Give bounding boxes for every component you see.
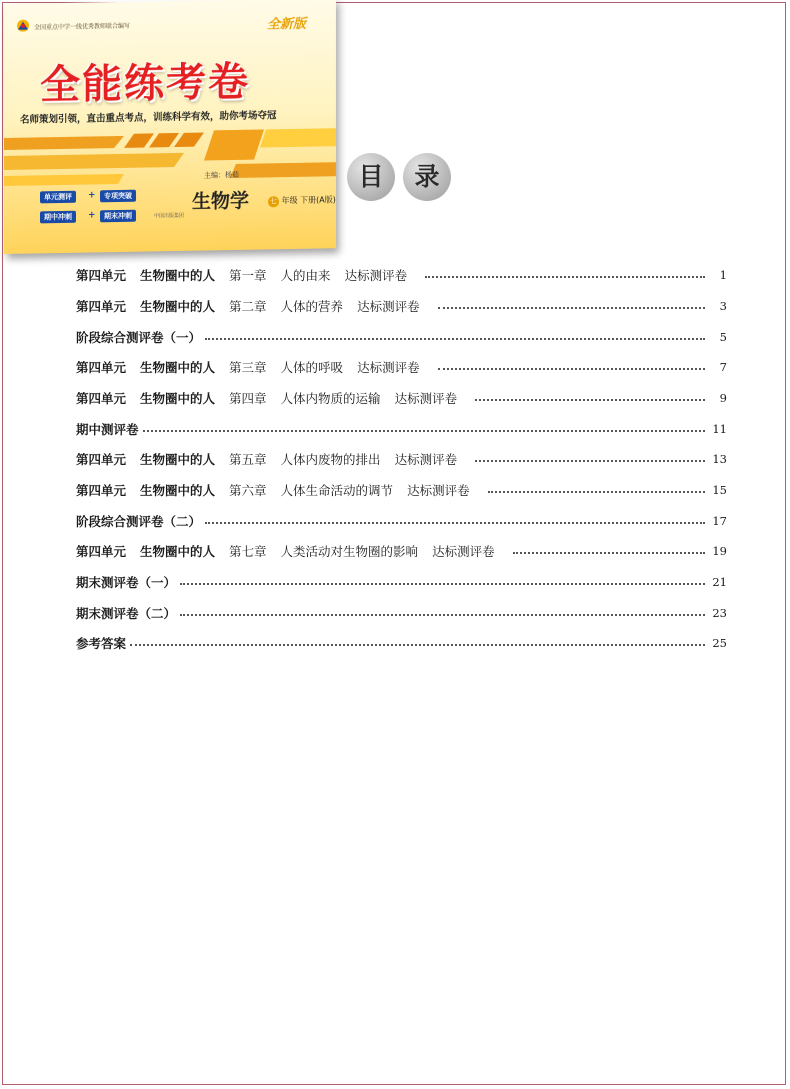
cover-subject: 生物学	[192, 189, 250, 213]
cover-tag: 期中冲刺	[40, 211, 76, 224]
toc-entry[interactable]	[76, 536, 727, 567]
toc-entry-title: 人体生命活动的调节	[280, 482, 394, 498]
toc-entry[interactable]	[76, 383, 727, 414]
toc-entry-title: 人体的营养	[280, 298, 344, 314]
toc-entry-title: 人体内物质的运输	[280, 390, 381, 406]
dot-leader	[180, 583, 705, 585]
toc-entry-page: 25	[712, 636, 727, 651]
toc-entry[interactable]	[76, 475, 727, 506]
toc-entry-page: 23	[712, 605, 727, 620]
toc-entry-label: 达标测评卷	[407, 482, 470, 498]
toc-entry-title: 参考答案	[76, 636, 127, 652]
toc-entry-label: 达标测评卷	[394, 390, 458, 406]
toc-entry-title: 人类活动对生物圈的影响	[280, 544, 419, 560]
toc-entry-chapter: 第二章	[229, 298, 267, 314]
dot-leader	[438, 307, 705, 309]
cover-tags	[40, 189, 150, 231]
toc-entry-unit: 第四单元	[76, 390, 127, 406]
toc-entry-title: 期末测评卷（二）	[76, 605, 177, 621]
plus-icon: +	[88, 210, 96, 221]
dot-leader	[475, 399, 705, 401]
cover-editor: 主编：杨茹	[204, 170, 239, 180]
heading-char-2: 录	[403, 153, 451, 201]
toc-entry-page: 11	[712, 421, 727, 436]
toc-entry-chapter: 第三章	[229, 360, 267, 376]
toc-entry-label: 达标测评卷	[432, 544, 495, 560]
heading-char-1: 目	[347, 153, 395, 201]
toc-entry-title: 阶段综合测评卷（二）	[76, 513, 202, 529]
toc-entry-chapter: 第七章	[229, 544, 267, 560]
toc-entry[interactable]	[76, 567, 727, 598]
toc-entry-subject: 生物圈中的人	[140, 298, 216, 314]
toc-entry-label: 达标测评卷	[357, 298, 420, 314]
toc-entry[interactable]	[76, 597, 727, 628]
toc-entry-unit: 第四单元	[76, 298, 127, 314]
toc-entry-label: 达标测评卷	[344, 268, 408, 284]
cover-top-text: 全国重点中学一线优秀教师联合编写	[34, 22, 131, 32]
toc-entry-subject: 生物圈中的人	[140, 452, 216, 468]
grade-text: 年级 下册(A版)	[281, 195, 336, 206]
publisher-logo-icon	[14, 18, 32, 36]
toc-entry[interactable]	[76, 444, 727, 475]
toc-entry-page: 13	[712, 452, 727, 467]
cover-slogan: 名师策划引领，直击重点考点，训练科学有效，助你考场夺冠	[20, 110, 277, 126]
toc-entry-unit: 第四单元	[76, 360, 127, 376]
toc-entry-title: 阶段综合测评卷（一）	[76, 329, 202, 345]
cover-edition: 全新版	[266, 16, 306, 33]
toc-entry[interactable]	[76, 291, 727, 322]
toc-entry-chapter: 第五章	[229, 452, 267, 468]
dot-leader	[205, 522, 705, 524]
dot-leader	[143, 430, 705, 432]
toc-entry-unit: 第四单元	[76, 268, 127, 284]
dot-leader	[513, 552, 705, 554]
toc-entry-page: 21	[712, 574, 727, 589]
toc-entry-page: 5	[719, 329, 727, 344]
table-of-contents	[76, 260, 727, 659]
toc-entry-subject: 生物圈中的人	[140, 544, 216, 560]
toc-entry-title: 人的由来	[280, 268, 331, 284]
grade-number-badge: 七	[268, 196, 279, 207]
dot-leader	[425, 276, 705, 278]
dot-leader	[130, 644, 705, 646]
toc-entry[interactable]	[76, 413, 727, 444]
dot-leader	[438, 368, 705, 370]
book-cover	[4, 0, 336, 254]
toc-entry-chapter: 第六章	[229, 482, 267, 498]
toc-entry-page: 1	[719, 268, 727, 283]
toc-entry-unit: 第四单元	[76, 544, 127, 560]
toc-entry-chapter: 第一章	[229, 268, 267, 284]
toc-heading	[347, 153, 457, 201]
cover-tag: 单元测评	[40, 191, 76, 204]
toc-entry[interactable]	[76, 505, 727, 536]
toc-entry-subject: 生物圈中的人	[140, 268, 216, 284]
toc-entry-title: 人体的呼吸	[280, 360, 344, 376]
dot-leader	[180, 614, 705, 616]
toc-entry[interactable]	[76, 628, 727, 659]
toc-entry-title: 期中测评卷	[76, 421, 139, 437]
toc-entry-label: 达标测评卷	[394, 452, 458, 468]
toc-entry-unit: 第四单元	[76, 482, 127, 498]
toc-entry[interactable]	[76, 260, 727, 291]
toc-entry-label: 达标测评卷	[357, 360, 420, 376]
toc-entry[interactable]	[76, 352, 727, 383]
dot-leader	[205, 338, 705, 340]
toc-entry-page: 3	[719, 298, 727, 313]
toc-entry-subject: 生物圈中的人	[140, 482, 216, 498]
cover-tag: 期末冲刺	[100, 210, 136, 223]
toc-entry-page: 9	[719, 390, 727, 405]
toc-entry-unit: 第四单元	[76, 452, 127, 468]
cover-stripes-graphic	[4, 124, 336, 190]
toc-entry-title: 人体内废物的排出	[280, 452, 381, 468]
cover-publisher: 中国出版集团	[154, 212, 185, 220]
toc-entry-subject: 生物圈中的人	[140, 360, 216, 376]
toc-entry-page: 17	[712, 513, 727, 528]
toc-entry-page: 7	[719, 360, 727, 375]
dot-leader	[488, 491, 705, 493]
toc-entry[interactable]	[76, 321, 727, 352]
cover-tag: 专项突破	[100, 190, 136, 203]
toc-entry-chapter: 第四章	[229, 390, 267, 406]
dot-leader	[475, 460, 705, 462]
plus-icon: +	[88, 190, 96, 201]
toc-entry-subject: 生物圈中的人	[140, 390, 216, 406]
cover-title: 全能练考卷	[40, 58, 250, 109]
toc-entry-page: 19	[712, 544, 727, 559]
cover-grade	[268, 194, 336, 207]
toc-entry-page: 15	[712, 482, 727, 497]
toc-entry-title: 期末测评卷（一）	[76, 574, 177, 590]
